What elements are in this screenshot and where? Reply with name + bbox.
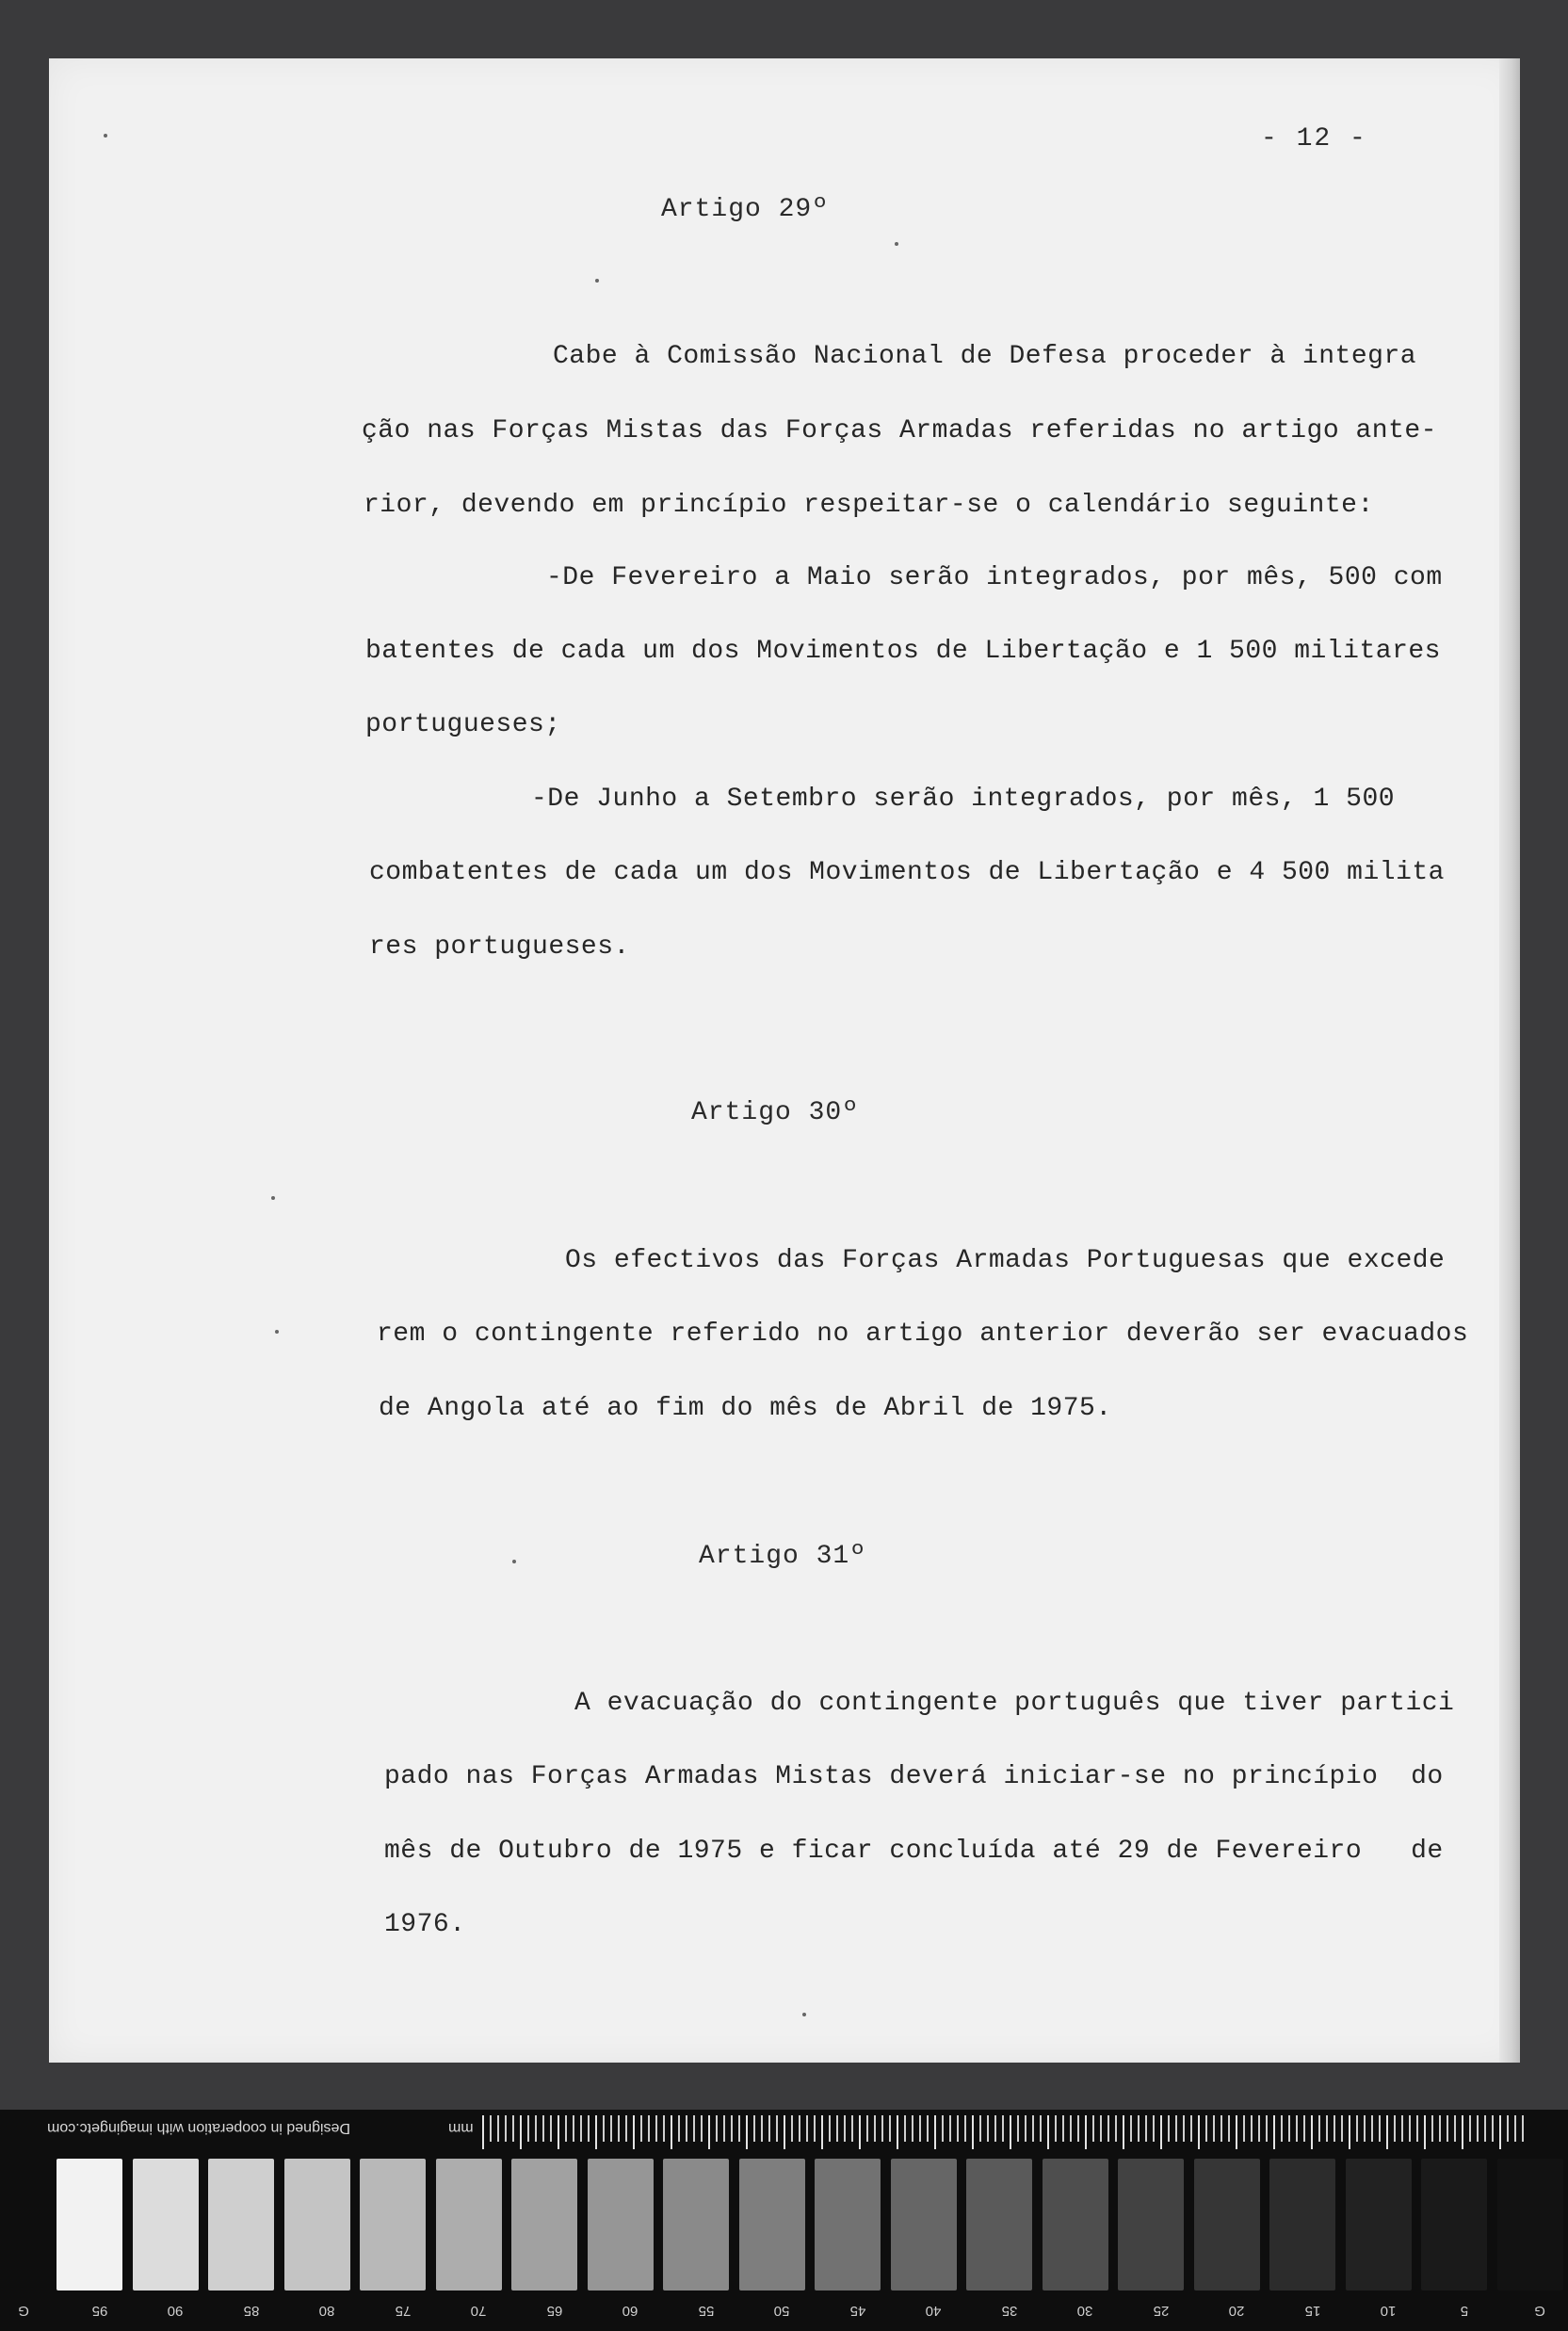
grey-swatch [1497,2159,1563,2291]
grey-scale-number: 85 [243,2303,259,2319]
grey-swatch [436,2159,502,2291]
paper-speck [512,1560,516,1563]
grey-swatch [1421,2159,1487,2291]
article-29-line-9: res portugueses. [369,932,630,962]
grey-scale-number: 70 [470,2303,487,2319]
grey-swatch [511,2159,577,2291]
grey-scale-number: G [1534,2303,1545,2319]
paper-speck [271,1196,275,1200]
grey-swatch [891,2159,957,2291]
page-edge-shadow [1499,58,1520,2063]
grey-scale-number: 10 [1380,2303,1397,2319]
grey-scale-number: 80 [318,2303,335,2319]
grey-scale-number: 90 [167,2303,184,2319]
grey-swatch [133,2159,199,2291]
calibration-strip [0,2110,1568,2331]
grey-swatch [966,2159,1032,2291]
article-29-line-8: combatentes de cada um dos Movimentos de Libertação e 4 500 milita [369,858,1445,887]
article-31-line-2: pado nas Forças Armadas Mistas deverá iniciar-se no princípio do [384,1762,1444,1791]
grey-scale-number: 95 [91,2303,107,2319]
grey-scale-number: 5 [1460,2303,1468,2319]
grey-scale-number: 20 [1228,2303,1245,2319]
document-page [49,58,1520,2063]
grey-swatch [1118,2159,1184,2291]
article-30-line-1: Os efectivos das Forças Armadas Portuguesas que excede [565,1246,1446,1275]
grey-swatch [360,2159,426,2291]
article-31-line-4: 1976. [384,1910,466,1939]
grey-swatch [57,2159,122,2291]
grey-swatch [1194,2159,1260,2291]
grey-swatch [663,2159,729,2291]
article-29-line-2: ção nas Forças Mistas das Forças Armadas referidas no artigo ante- [362,416,1437,445]
article-29-heading: Artigo 29º [661,195,830,224]
article-29-line-1: Cabe à Comissão Nacional de Defesa proceder à integra [553,342,1417,371]
grey-scale-number: 45 [849,2303,865,2319]
grey-swatch [1346,2159,1412,2291]
paper-speck [802,2013,806,2016]
article-31-line-3: mês de Outubro de 1975 e ficar concluída até 29 de Fevereiro de [384,1837,1444,1866]
grey-swatch [588,2159,654,2291]
article-29-line-6: portugueses; [365,710,561,739]
grey-swatch [1043,2159,1108,2291]
paper-speck [895,242,898,246]
article-29-line-4: -De Fevereiro a Maio serão integrados, por mês, 500 com [546,563,1443,592]
calibration-credit: Designed in cooperation with imagingetc.com [47,2120,350,2136]
grey-scale-number: 50 [773,2303,790,2319]
grey-scale-number: 30 [1076,2303,1093,2319]
grey-scale-number: 55 [698,2303,714,2319]
article-29-line-7: -De Junho a Setembro serão integrados, por mês, 1 500 [531,785,1396,814]
paper-speck [595,279,599,283]
grey-scale-number: 65 [546,2303,562,2319]
article-29-line-3: rior, devendo em princípio respeitar-se o calendário seguinte: [364,491,1374,520]
mm-ruler-major-ticks [482,2115,1528,2149]
grey-scale-number: 75 [395,2303,411,2319]
grey-swatch [815,2159,881,2291]
grey-scale-number: G [18,2303,29,2319]
article-30-line-2: rem o contingente referido no artigo anterior deverão ser evacuados [377,1319,1469,1349]
grey-scale-swatches [0,2159,1568,2298]
grey-scale-number: 40 [925,2303,942,2319]
paper-speck [275,1330,279,1334]
ruler-unit-label: mm [448,2120,474,2136]
grey-swatch [208,2159,274,2291]
article-31-line-1: A evacuação do contingente português que tiver partici [574,1689,1455,1718]
article-30-heading: Artigo 30º [691,1098,860,1127]
grey-scale-number: 35 [1001,2303,1017,2319]
grey-swatch [284,2159,350,2291]
grey-swatch [739,2159,805,2291]
grey-scale-number: 25 [1153,2303,1169,2319]
article-31-heading: Artigo 31º [699,1542,867,1571]
grey-scale-number: 15 [1304,2303,1320,2319]
page-number: - 12 - [1261,124,1367,154]
grey-swatch [1269,2159,1335,2291]
paper-speck [104,134,107,138]
grey-scale-number: 60 [622,2303,639,2319]
article-30-line-3: de Angola até ao fim do mês de Abril de 1975. [379,1394,1112,1423]
article-29-line-5: batentes de cada um dos Movimentos de Libertação e 1 500 militares [365,637,1441,666]
